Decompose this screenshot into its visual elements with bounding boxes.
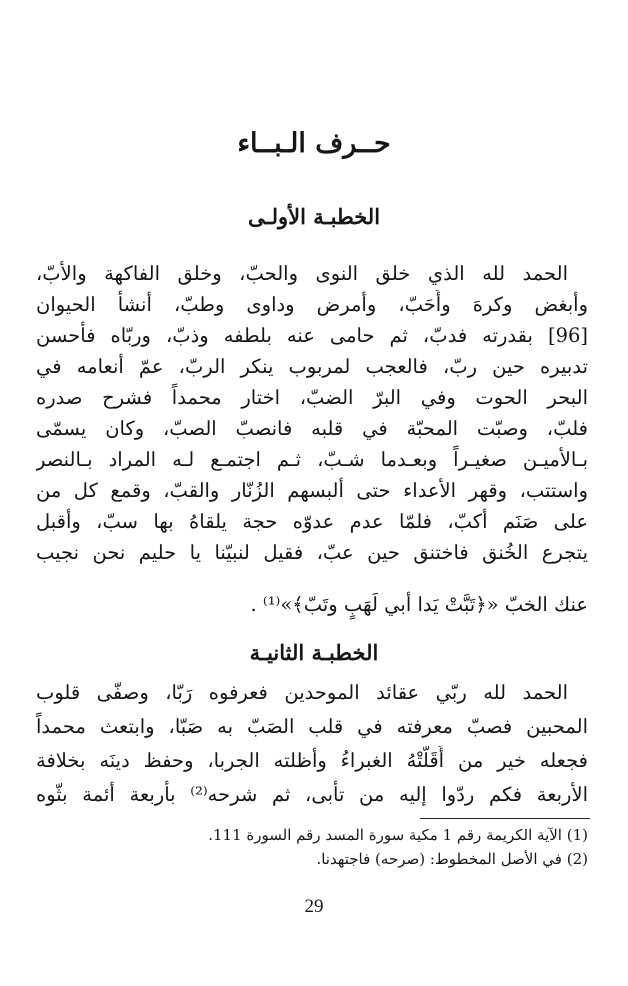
- body-line: على صَنَم أكبّ، فلمّا عدم عدوّه حجة يلقاهُ بها سبّ، وأقبل: [36, 510, 588, 533]
- section-2-title: الخطبـة الثانيـة: [249, 640, 379, 665]
- body-line: فجعله خير من أَقَلّتْهُ الغبراءُ وأظلته الجربا، وحفظ دينَه بخلافة: [36, 749, 588, 772]
- body-line: عنك الخبّ «﴿تَبَّتْ يَدا أبي لَهَبٍ وتَبّ﴾»⁽¹⁾ .: [250, 593, 588, 616]
- body-line: المحبين فصبّ معرفته في قلب الصَبّ به صَبّا، وابتعث محمداً: [36, 715, 588, 738]
- footnote-2: (2) في الأصل المخطوط: (صرحه) فاجتهدنا.: [316, 850, 588, 868]
- body-line: الحمد لله الذي خلق النوى والحبّ، وخلق الفاكهة والأبّ،: [36, 262, 568, 285]
- footnote-divider: [420, 818, 590, 819]
- body-line: [96] بقدرته فدبّ، ثم حامى عنه بلطفه وذبّ، وربّاه فأحسن: [36, 324, 588, 347]
- body-line: الحمد لله ربّي عقائد الموحدين فعرفوه رَبّا، وصفّى قلوب: [36, 681, 568, 704]
- body-line: تدبيره حين ربّ، فالعجب لمربوب ينكر الربّ، عمّ أنعامه في: [36, 355, 588, 378]
- body-line: واستتب، وقهر الأعداء حتى ألبسهم الزُنّار والقبّ، وقمع كل من: [36, 479, 588, 502]
- body-line: يتجرع الخُنق فاختنق حين عبّ، فقيل لنبيّنا يا حليم نحن نجيب: [36, 541, 588, 564]
- footnote-1: (1) الآية الكريمة رقم 1 مكية سورة المسد رقم السورة 111.: [208, 826, 588, 844]
- body-line: البحر الحوت وفي البرّ الضبّ، اختار محمداً فشرح صدره: [36, 386, 588, 409]
- body-line: بـالأميـن صغيـراً وبعـدما شـبّ، ثـم اجتمـع لـه المراد بـالنصر: [36, 448, 588, 471]
- body-line: وأبغض وكرهَ وأَحَبّ، وأمرض وداوى وطبّ، أنشأ الحيوان: [36, 293, 588, 316]
- page-number: 29: [304, 896, 324, 917]
- body-line: فلبّ، وصبّت المحبّة في قلبه فانصبّ الصبّ، وكان يسمّى: [36, 417, 588, 440]
- body-line: الأربعة فكم ردّوا إليه من تأبى، ثم شرحه⁽²⁾ بأربعة أئمة بثّوه: [36, 783, 588, 806]
- chapter-title: حــرف الـبــاء: [237, 128, 391, 159]
- section-1-title: الخطبـة الأولـى: [247, 204, 381, 229]
